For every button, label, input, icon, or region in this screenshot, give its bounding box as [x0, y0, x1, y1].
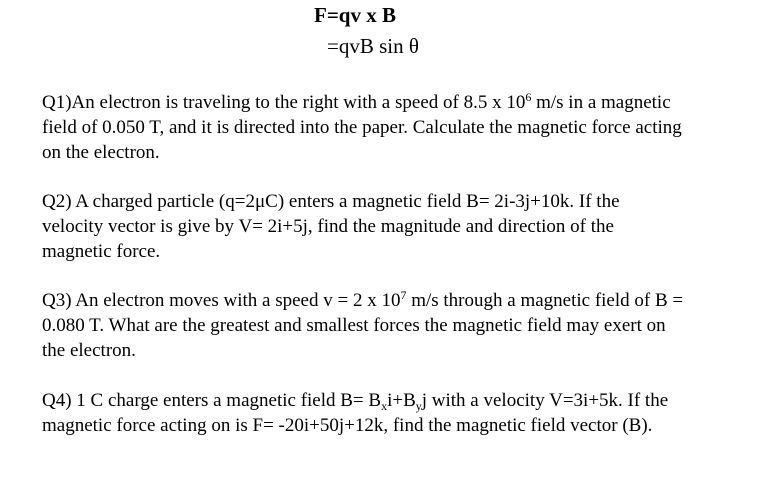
question-4 [42, 388, 752, 438]
question-line: velocity vector is give by V= 2i+5j, find the magnitude and direction of the [42, 216, 614, 237]
formula-bold-b: B [381, 3, 396, 27]
formula-line-2: =qvB sin θ [327, 34, 419, 58]
question-line: field of 0.050 T, and it is directed into the paper. Calculate the magnetic force acting [42, 117, 682, 138]
question-3 [42, 288, 752, 363]
superscript: 6 [525, 90, 532, 104]
question-line [42, 90, 752, 115]
question-1 [42, 90, 752, 165]
question-text: Q1)An electron is traveling to the right with a speed of 8.5 x 10 [42, 92, 526, 113]
question-line: magnetic force acting on is F= -20i+50j+12k, find the magnetic field vector (B). [42, 415, 653, 436]
subscript: y [415, 399, 422, 413]
question-text: m/s in a magnetic [531, 92, 671, 113]
question-text: Q3) An electron moves with a speed v = 2 x 10 [42, 290, 401, 311]
superscript: 7 [400, 288, 407, 302]
question-line [42, 388, 752, 413]
question-line: Q2) A charged particle (q=2μC) enters a magnetic field B= 2i-3j+10k. If the [42, 191, 620, 212]
formula-line-1 [314, 3, 396, 27]
question-text: j with a velocity V=3i+5k. If the [421, 390, 669, 411]
formula-text: F=qv x [314, 3, 382, 27]
question-line: magnetic force. [42, 241, 161, 262]
question-text: Q4) 1 C charge enters a magnetic field B= B [42, 390, 382, 411]
question-text: i+B [387, 390, 416, 411]
question-2 [42, 189, 752, 264]
subscript: x [381, 399, 388, 413]
question-line: the electron. [42, 340, 136, 361]
question-line: on the electron. [42, 142, 160, 163]
question-text: m/s through a magnetic field of B = [406, 290, 684, 311]
question-line [42, 288, 752, 313]
question-line: 0.080 T. What are the greatest and smallest forces the magnetic field may exert on [42, 315, 666, 336]
